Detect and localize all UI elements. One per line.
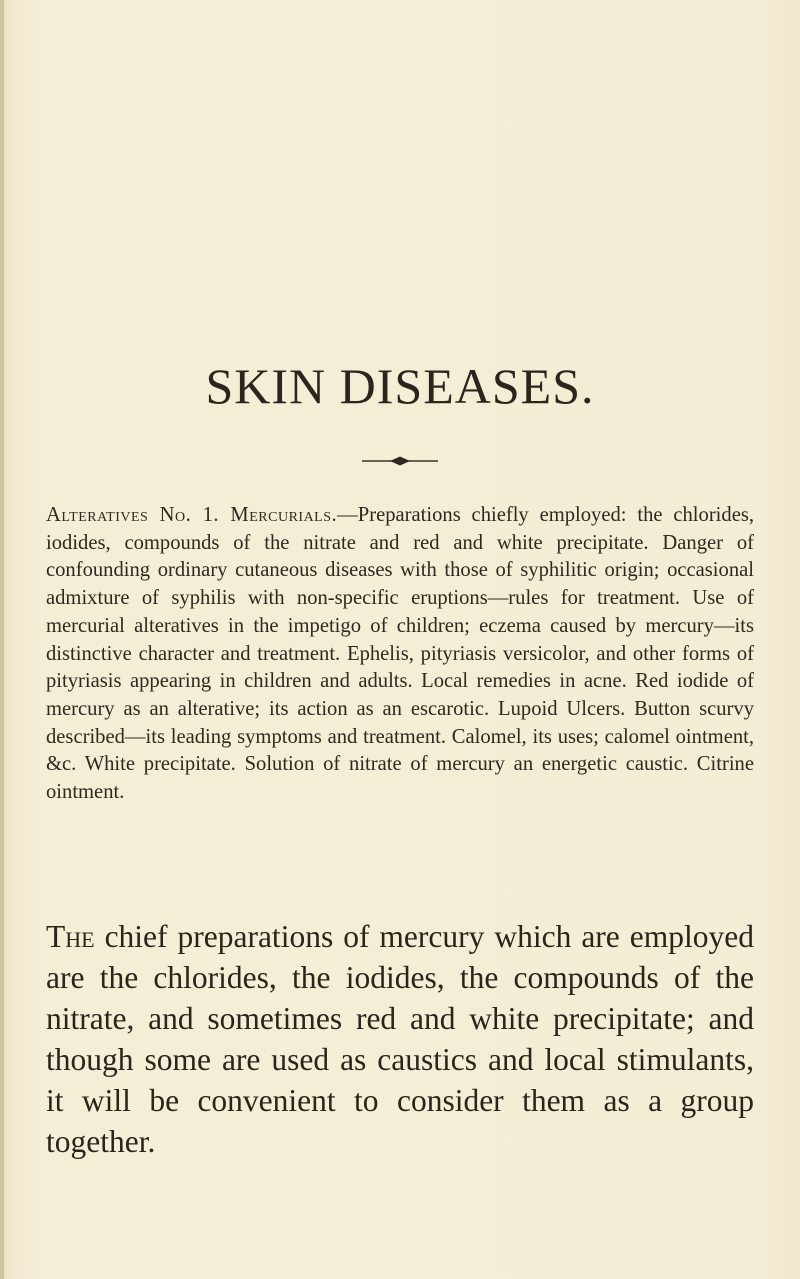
- chapter-title: SKIN DISEASES.: [205, 358, 595, 414]
- body-text: chief preparations of mercury which are employed are the chlorides, the iodides, the compounds of the nitrate, and sometimes red and white precipitate; and though some are used as caustics and local stimulants, it will be convenient to consider them as a group together.: [46, 919, 754, 1159]
- chapter-summary: [46, 502, 754, 807]
- ornament-divider: [360, 455, 440, 467]
- summary-lead: Alteratives No. 1. Mercurials.: [46, 504, 338, 526]
- summary-text: —Preparations chiefly employed: the chlorides, iodides, compounds of the nitrate and red and white precipitate. Danger of confounding ordinary cutaneous diseases with those of syphilitic origin; occasional admixture of syphilis with non-specific eruptions—rules for treatment. Use of mercurial alteratives in the impetigo of children; eczema caused by mercury—its distinctive character and treatment. Ephelis, pityriasis versicolor, and other forms of pityriasis appearing in children and adults. Local remedies in acne. Red iodide of mercury as an alterative; its action as an escarotic. Lupoid Ulcers. Button scurvy described—its leading symptoms and treatment. Calomel, its uses; calomel ointment, &c. White precipitate. Solution of nitrate of mercury an energetic caustic. Citrine ointment.: [46, 504, 754, 804]
- page-edge: [0, 0, 4, 1279]
- body-paragraph: [46, 916, 754, 1162]
- body-lead: The: [46, 919, 95, 954]
